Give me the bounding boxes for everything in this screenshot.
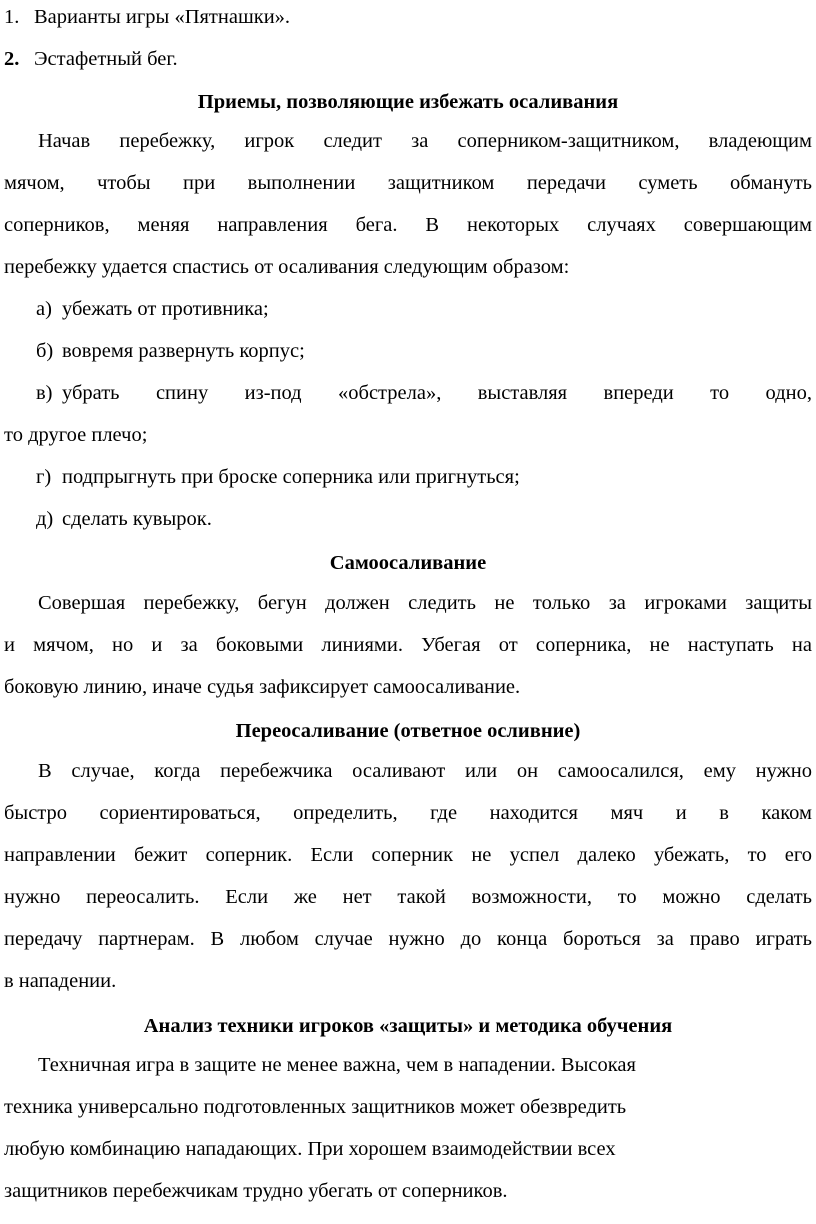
list-item-d	[36, 456, 812, 498]
paragraph-line: мячом, чтобы при выполнении защитником передачи суметь обмануть	[4, 172, 812, 194]
paragraph-defense-analysis	[4, 1044, 812, 1212]
list-label: б)	[36, 340, 54, 362]
paragraph-line: защитников перебежчикам трудно убегать от соперников.	[4, 1180, 508, 1202]
paragraph-retag	[4, 750, 812, 1002]
list-text: сделать кувырок.	[62, 508, 212, 530]
paragraph-line: техника универсально подготовленных защитников может обезвредить	[4, 1096, 627, 1118]
paragraph-line: нужно переосалить. Если же нет такой возможности, то можно сделать	[4, 886, 812, 908]
section-heading-retag: Переосаливание (ответное осливние)	[235, 720, 581, 742]
paragraph-line: любую комбинацию нападающих. При хорошем взаимодействии всех	[4, 1138, 616, 1160]
paragraph-self-tag	[4, 582, 812, 708]
numbered-item-1	[4, 2, 290, 32]
section-heading-defense-analysis: Анализ техники игроков «защиты» и методика обучения	[143, 1015, 673, 1037]
list-line	[4, 372, 812, 414]
paragraph-line: соперников, меняя направления бега. В некоторых случаях совершающим	[4, 214, 812, 236]
paragraph-techniques	[4, 120, 812, 288]
list-label: в)	[36, 382, 53, 404]
paragraph-line: Совершая перебежку, бегун должен следить не только за игроками защиты	[38, 592, 812, 614]
paragraph-line: Начав перебежку, игрок следит за соперником-защитником, владеющим	[38, 130, 812, 152]
list-text: подпрыгнуть при броске соперника или пригнуться;	[62, 466, 520, 488]
item-text: Эстафетный бег.	[34, 48, 178, 70]
list-label: д)	[36, 508, 54, 530]
list-text: убежать от противника;	[62, 298, 269, 320]
list-label: г)	[36, 466, 52, 488]
paragraph-line: В случае, когда перебежчика осаливают или он самоосалился, ему нужно	[38, 760, 812, 782]
paragraph-line: перебежку удается спастись от осаливания следующим образом:	[4, 256, 570, 278]
paragraph-line: передачу партнерам. В любом случае нужно до конца бороться за право играть	[4, 928, 812, 950]
numbered-item-2	[4, 44, 178, 74]
list-item-a	[36, 288, 812, 330]
list-item-b	[36, 330, 812, 372]
list-label: а)	[36, 298, 52, 320]
list-item-e	[36, 498, 812, 540]
list-item-c	[4, 372, 812, 456]
paragraph-line: направлении бежит соперник. Если соперник не успел далеко убежать, то его	[4, 844, 812, 866]
paragraph-line: и мячом, но и за боковыми линиями. Убегая от соперника, не наступать на	[4, 634, 812, 656]
item-number: 2.	[4, 48, 20, 70]
list-text: вовремя развернуть корпус;	[62, 340, 305, 362]
paragraph-line: боковую линию, иначе судья зафиксирует самоосаливание.	[4, 676, 521, 698]
list-text: убрать спину из-под «обстрела», выставляя впереди то одно,	[62, 382, 812, 404]
section-heading-techniques: Приемы, позволяющие избежать осаливания	[197, 91, 619, 113]
paragraph-line: быстро сориентироваться, определить, где находится мяч и в каком	[4, 802, 812, 824]
paragraph-line: в нападении.	[4, 970, 117, 992]
section-heading-self-tag: Самоосаливание	[329, 552, 487, 574]
item-number: 1.	[4, 6, 20, 28]
paragraph-line: Техничная игра в защите не менее важна, чем в нападении. Высокая	[38, 1054, 636, 1076]
list-line-cont: то другое плечо;	[4, 424, 148, 446]
item-text: Варианты игры «Пятнашки».	[34, 6, 291, 28]
